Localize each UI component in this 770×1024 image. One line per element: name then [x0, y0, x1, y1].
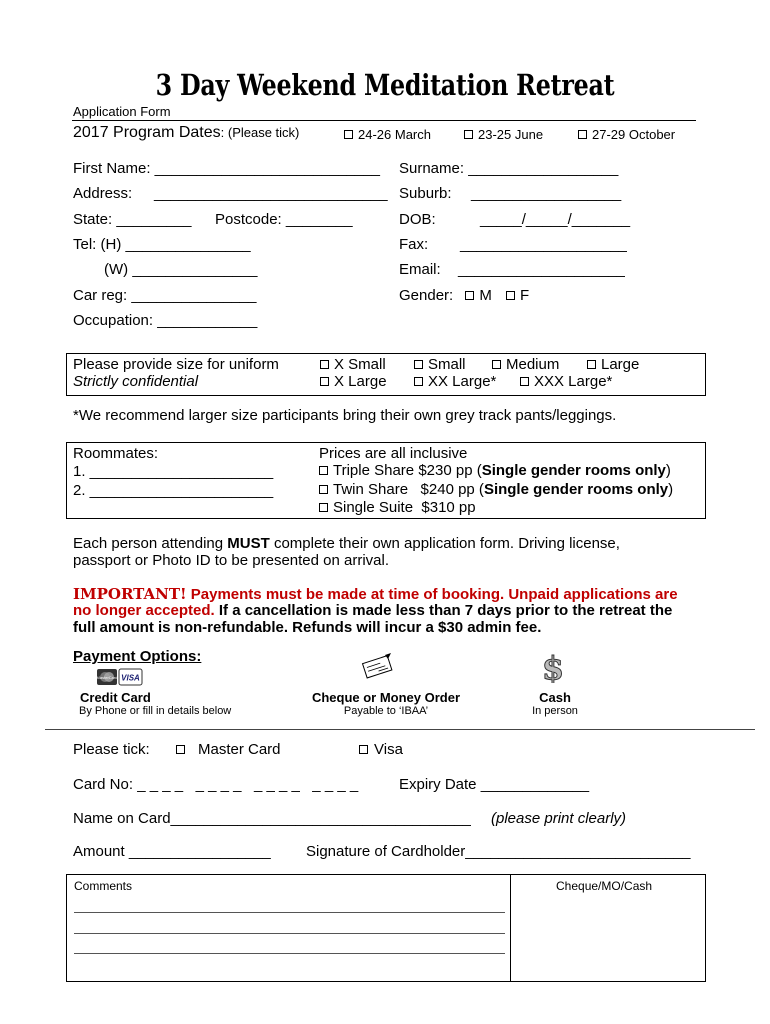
header-rule	[72, 120, 696, 121]
room-twin-share[interactable]: Twin Share $240 pp (Single gender rooms only)	[319, 481, 673, 498]
svg-text:MasterCard: MasterCard	[97, 675, 118, 680]
cash-sub: In person	[532, 705, 578, 717]
credit-card-sub: By Phone or fill in details below	[79, 705, 232, 717]
please-tick-note: : (Please tick)	[220, 125, 300, 140]
dollar-sign-icon	[540, 651, 566, 683]
fax-field[interactable]: ____________________	[460, 236, 627, 253]
important-line-2: no longer accepted. If a cancellation is made less than 7 days prior to the retreat the	[73, 602, 673, 619]
first-name-field[interactable]: First Name: ___________________________	[73, 160, 380, 177]
important-line-3: full amount is non-refundable. Refunds will incur a $30 admin fee.	[73, 619, 542, 636]
suburb-field[interactable]: __________________	[471, 185, 622, 202]
print-clearly-note: (please print clearly)	[491, 810, 627, 827]
room-single-suite[interactable]: Single Suite $310 pp	[319, 499, 476, 516]
payment-options-heading: Payment Options:	[73, 648, 202, 665]
checkbox-october[interactable]	[578, 130, 587, 139]
section-divider	[45, 729, 755, 730]
email-label: Email:	[399, 261, 441, 278]
form-subtitle: Application Form	[73, 104, 171, 119]
amount-field[interactable]: Amount _________________	[73, 843, 271, 860]
size-large[interactable]: Large	[587, 356, 639, 373]
prices-label: Prices are all inclusive	[319, 445, 468, 462]
surname-field[interactable]: Surname: __________________	[399, 160, 619, 177]
roommate-1-field[interactable]: 1. ______________________	[73, 463, 274, 480]
size-x-small[interactable]: X Small	[320, 356, 386, 373]
roommate-2-field[interactable]: 2. ______________________	[73, 482, 274, 499]
gender-option-m[interactable]: M	[465, 287, 492, 304]
cash-title: Cash	[539, 690, 571, 705]
svg-text:$: $	[541, 651, 565, 683]
signature-field[interactable]: Signature of Cardholder___________________________	[306, 843, 691, 860]
roommates-label: Roommates:	[73, 445, 159, 462]
credit-card-title: Credit Card	[80, 690, 151, 705]
dob-label: DOB:	[399, 211, 436, 228]
tel-home-field[interactable]: Tel: (H) _______________	[73, 236, 251, 253]
page-title: 3 Day Weekend Meditation Retreat	[155, 68, 615, 102]
occupation-field[interactable]: Occupation: ____________	[73, 312, 258, 329]
room-triple-share[interactable]: Triple Share $230 pp (Single gender rooms only)	[319, 462, 671, 479]
uniform-recommendation: *We recommend larger size participants bring their own grey track pants/leggings.	[73, 407, 617, 424]
email-field[interactable]: ____________________	[458, 261, 625, 278]
uniform-label: Please provide size for uniform	[73, 356, 279, 373]
size-medium[interactable]: Medium	[492, 356, 559, 373]
fax-label: Fax:	[399, 236, 429, 253]
expiry-date-field[interactable]: Expiry Date _____________	[399, 776, 590, 793]
comment-line-2[interactable]	[74, 933, 505, 934]
checkbox-june[interactable]	[464, 130, 473, 139]
notice-line-2: passport or Photo ID to be presented on arrival.	[73, 552, 390, 569]
gender-field	[399, 287, 529, 304]
card-type-label: Please tick:	[73, 741, 150, 758]
card-type-visa[interactable]: Visa	[359, 741, 403, 758]
important-line-1: IMPORTANT! Payments must be made at time of booking. Unpaid applications are	[73, 585, 678, 603]
car-reg-field[interactable]: Car reg: _______________	[73, 287, 257, 304]
cheque-mo-cash-label: Cheque/MO/Cash	[556, 879, 653, 893]
date-option-june[interactable]: 23-25 June	[464, 127, 543, 142]
credit-card-logos-icon	[97, 667, 143, 687]
date-option-march[interactable]: 24-26 March	[344, 127, 431, 142]
tel-work-field[interactable]: (W) _______________	[104, 261, 258, 278]
office-box-divider	[510, 874, 511, 982]
comment-line-3[interactable]	[74, 953, 505, 954]
gender-option-f[interactable]: F	[506, 287, 529, 304]
state-field[interactable]: State: _________	[73, 211, 192, 228]
size-xxx-large[interactable]: XXX Large*	[520, 373, 612, 390]
comments-label: Comments	[74, 879, 133, 893]
cheque-icon	[361, 651, 395, 681]
card-type-master[interactable]: Master Card	[176, 741, 281, 758]
address-field[interactable]: ____________________________	[154, 185, 388, 202]
suburb-label: Suburb:	[399, 185, 452, 202]
dob-field[interactable]: _____/_____/_______	[480, 211, 631, 228]
name-on-card-field[interactable]: Name on Card____________________________________	[73, 810, 471, 827]
address-label: Address:	[73, 185, 133, 202]
uniform-note: Strictly confidential	[73, 373, 199, 390]
date-option-october[interactable]: 27-29 October	[578, 127, 675, 142]
comment-line-1[interactable]	[74, 912, 505, 913]
program-dates-label: 2017 Program Dates	[73, 124, 221, 141]
checkbox-march[interactable]	[344, 130, 353, 139]
size-small[interactable]: Small	[414, 356, 466, 373]
notice-line-1: Each person attending MUST complete their own application form. Driving license,	[73, 535, 620, 552]
size-xx-large[interactable]: XX Large*	[414, 373, 496, 390]
size-x-large[interactable]: X Large	[320, 373, 387, 390]
svg-text:VISA: VISA	[121, 673, 140, 683]
gender-label: Gender:	[399, 287, 454, 304]
cheque-title: Cheque or Money Order	[311, 690, 461, 705]
postcode-field[interactable]: Postcode: ________	[215, 211, 353, 228]
program-dates	[73, 124, 299, 142]
card-number-field[interactable]: Card No: _ _ _ _ _ _ _ _ _ _ _ _ _ _ _ _	[73, 776, 359, 793]
cheque-sub: Payable to ‘IBAA’	[343, 705, 429, 717]
